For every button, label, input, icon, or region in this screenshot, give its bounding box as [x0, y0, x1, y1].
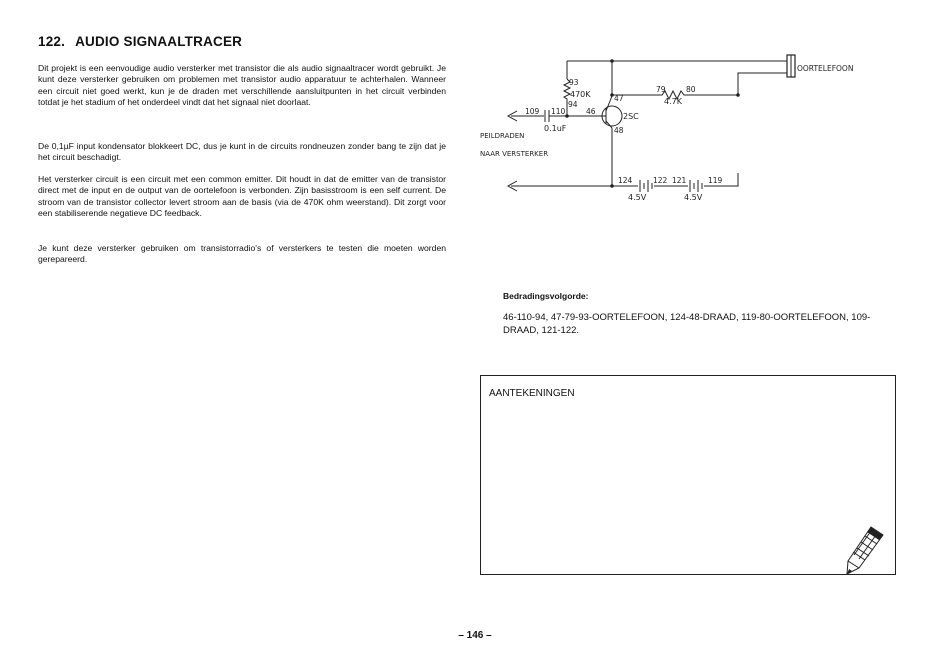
terminal-122: 122 — [653, 176, 668, 185]
transistor-label: 2SC — [623, 112, 639, 121]
page-number: – 146 – — [458, 630, 492, 641]
wiring-section — [503, 291, 903, 337]
wiring-sequence: 46-110-94, 47-79-93-OORTELEFOON, 124-48-DRAAD, 119-80-OORTELEFOON, 109-DRAAD, 121-122. — [503, 312, 871, 336]
page-title — [38, 34, 242, 49]
earphone-label: OORTELEFOON — [797, 64, 854, 73]
capacitor-label: 0.1uF — [544, 124, 567, 133]
battery-1-label: 4.5V — [628, 193, 647, 202]
terminal-119: 119 — [708, 176, 723, 185]
terminal-121: 121 — [672, 176, 687, 185]
intro-paragraph: Dit projekt is een eenvoudige audio versterker met transistor die als audio signaaltracer wordt gebruikt. Je kunt deze versterker gebruiken om problemen met transistor audio apparatuur te achterhalen. Wanneer een circuit niet goed werkt, kun je de draden met verschillende aansluitpunten in het circuit verbinden totdat je het stadium of het onderdeel vindt dat het signaal niet doorlaat. — [38, 63, 446, 107]
project-title: AUDIO SIGNAALTRACER — [75, 34, 243, 49]
terminal-93: 93 — [569, 78, 579, 87]
terminal-109: 109 — [525, 107, 540, 116]
terminal-124: 124 — [618, 176, 633, 185]
terminal-47: 47 — [614, 94, 624, 103]
wiring-label: Bedradingsvolgorde: — [503, 291, 589, 301]
project-number: 122. — [38, 34, 66, 49]
resistor-47k-label: 4.7K — [664, 97, 682, 106]
terminal-79: 79 — [656, 85, 666, 94]
notes-box — [480, 375, 896, 575]
terminal-46: 46 — [586, 107, 596, 116]
terminal-110: 110 — [551, 107, 566, 116]
probe-label-1: PEILDRADEN — [480, 132, 525, 140]
probe-label-2: NAAR VERSTERKER — [480, 150, 549, 158]
terminal-80: 80 — [686, 85, 696, 94]
usage-paragraph: Je kunt deze versterker gebruiken om transistorradio's of versterkers te testen die moeten worden gerepareerd. — [38, 243, 446, 265]
circuit-schematic — [470, 46, 900, 216]
resistor-470k-label: 470K — [570, 90, 591, 99]
circuit-paragraph: Het versterker circuit is een circuit met een common emitter. Dit houdt in dat de emitter van de transistor direct met de input en de output van de oortelefoon is verbonden. Zijn basisstroom is een self current. De stroom van de transistor collector levert stroom aan de basis (via de 470K ohm weerstand). Dit zorgt voor een stabiliserende negatieve DC feedback. — [38, 174, 446, 218]
terminal-48: 48 — [614, 126, 624, 135]
capacitor-paragraph: De 0,1µF input kondensator blokkeert DC, dus je kunt in de circuits rondneuzen zonder bang te zijn dat je het circuit beschadigt. — [38, 141, 446, 163]
terminal-94: 94 — [568, 100, 578, 109]
notes-label: AANTEKENINGEN — [489, 388, 575, 399]
battery-2-label: 4.5V — [684, 193, 703, 202]
pencil-icon — [845, 524, 889, 576]
